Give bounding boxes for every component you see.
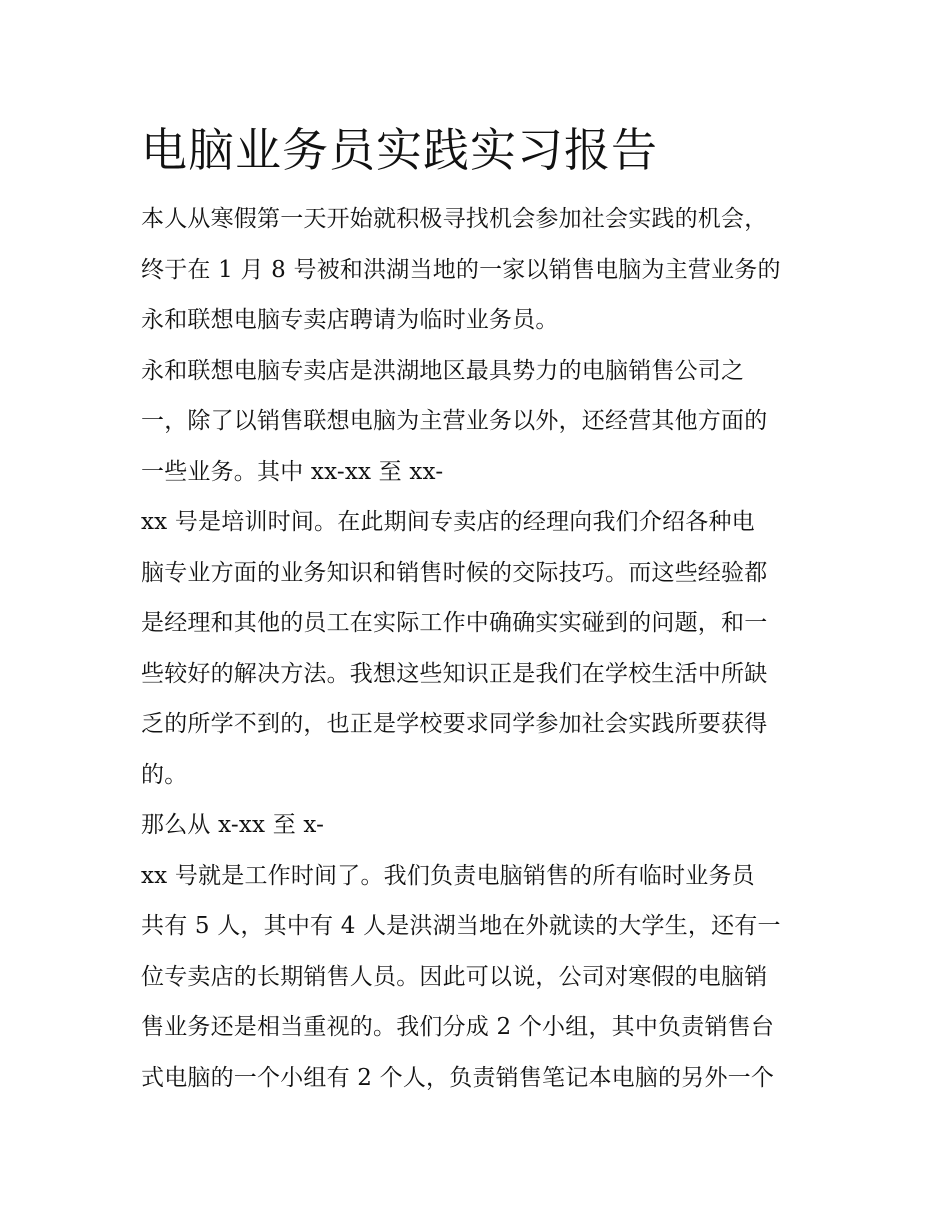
text-line: 永和联想电脑专卖店聘请为临时业务员。 [141, 307, 559, 333]
text-line: 一，除了以销售联想电脑为主营业务以外，还经营其他方面的 [141, 408, 768, 434]
text-line: 的。 [141, 761, 188, 788]
text-line: 乏的所学不到的，也正是学校要求同学参加社会实践所要获得 [141, 711, 768, 737]
text-line: xx 号是培训时间。在此期间专卖店的经理向我们介绍各种电 [141, 509, 755, 535]
document-title: 电脑业务员实践实习报告 [141, 123, 658, 177]
text-line: 那么从 x-xx 至 x- [141, 812, 325, 838]
text-line: 终于在 1 月 8 号被和洪湖当地的一家以销售电脑为主营业务的 [141, 256, 781, 283]
text-line: 些较好的解决方法。我想这些知识正是我们在学校生活中所缺 [141, 660, 768, 687]
text-line: 永和联想电脑专卖店是洪湖地区最具势力的电脑销售公司之 [141, 357, 745, 384]
document-text [141, 194, 821, 1103]
text-line: 式电脑的一个小组有 2 个人，负责销售笔记本电脑的另外一个 [141, 1064, 775, 1091]
text-line: 共有 5 人，其中有 4 人是洪湖当地在外就读的大学生，还有一 [141, 913, 781, 939]
document-body [141, 118, 821, 1103]
text-line: 售业务还是相当重视的。我们分成 2 个小组，其中负责销售台 [141, 1014, 775, 1040]
text-line: 一些业务。其中 xx-xx 至 xx- [141, 458, 444, 485]
text-line: 本人从寒假第一天开始就积极寻找机会参加社会实践的机会， [141, 206, 768, 232]
text-line: 是经理和其他的员工在实际工作中确确实实碰到的问题，和一 [141, 610, 768, 636]
text-line: 脑专业方面的业务知识和销售时候的交际技巧。而这些经验都 [141, 559, 768, 586]
text-line: 位专卖店的长期销售人员。因此可以说，公司对寒假的电脑销 [141, 963, 768, 990]
text-line: xx 号就是工作时间了。我们负责电脑销售的所有临时业务员 [141, 862, 755, 889]
